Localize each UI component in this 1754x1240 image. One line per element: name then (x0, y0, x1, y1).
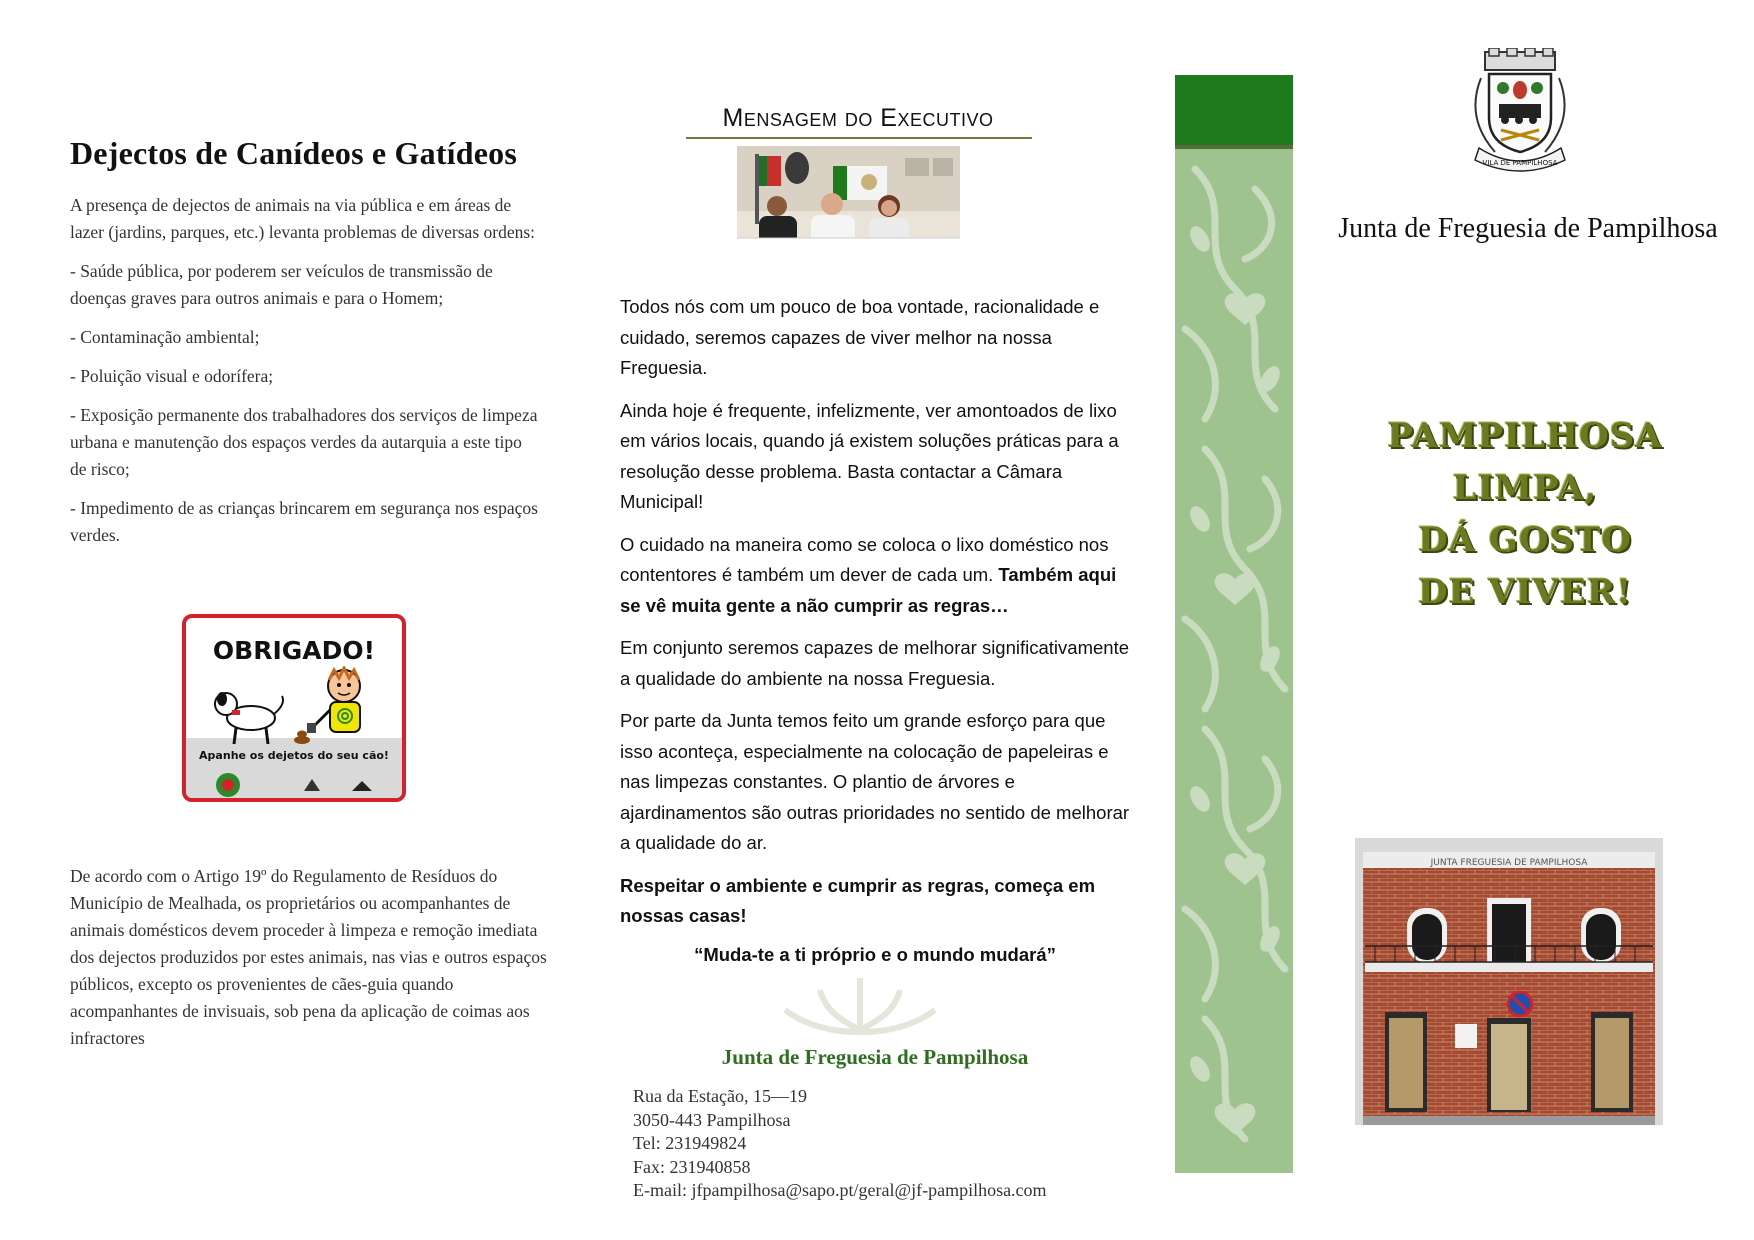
obrigado-sign (182, 614, 406, 802)
left-paragraph: - Poluição visual e odorífera; (70, 366, 274, 386)
motto-quote: “Muda-te a ti próprio e o mundo mudará” (694, 943, 1056, 965)
email-address: E-mail: jfpampilhosa@sapo.pt/geral@jf-pampilhosa.com (633, 1180, 1047, 1200)
left-paragraph: - Saúde pública, por poderem ser veículos de transmissão de doenças graves para outros animais e para o Homem; (70, 261, 493, 308)
title-underline (686, 137, 1032, 139)
left-paragraph: - Impedimento de as crianças brincarem em segurança nos espaços verdes. (70, 498, 538, 545)
slogan-line: DE VIVER! (1418, 572, 1632, 612)
message-paragraph: Ainda hoje é frequente, infelizmente, ver amontoados de lixo em vários locais, quando já existem soluções práticas para a resolução desse problema. Basta contactar a Câmara Municipal! (620, 399, 1119, 512)
slogan-line: LIMPA, (1452, 468, 1598, 508)
slogan-line: DÁ GOSTO (1418, 520, 1632, 560)
address-street: Rua da Estação, 15—19 (633, 1086, 807, 1106)
strip-header-band (1175, 75, 1293, 145)
dog-and-boy-illustration (196, 666, 396, 748)
address-postal: 3050-443 Pampilhosa (633, 1109, 791, 1130)
decorative-green-strip (1175, 75, 1293, 1173)
message-paragraph: Em conjunto seremos capazes de melhorar significativamente a qualidade do ambiente na nossa Freguesia. (620, 637, 1129, 689)
message-text: O cuidado na maneira como se coloca o lixo doméstico nos contentores é também um dever de cada um. (620, 533, 1109, 585)
fax-number: Fax: 231940858 (633, 1156, 751, 1177)
footer-org-name: Junta de Freguesia de Pampilhosa (721, 1045, 1029, 1069)
ornament-flourish-icon (770, 970, 950, 1040)
parish-building-photo (1355, 838, 1663, 1125)
sign-title: OBRIGADO! (212, 636, 376, 665)
left-paragraph: A presença de dejectos de animais na via pública e em áreas de lazer (jardins, parques, etc.) levanta problemas de diversas ordens: (70, 195, 536, 242)
left-paragraph: - Exposição permanente dos trabalhadores dos serviços de limpeza urbana e manutenção dos espaços verdes da autarquia a este tipo de risco; (70, 405, 538, 479)
phone-number: Tel: 231949824 (633, 1133, 747, 1153)
header-org-name: Junta de Freguesia de Pampilhosa (1338, 213, 1718, 244)
regulation-paragraph: De acordo com o Artigo 19º do Regulamento de Resíduos do Município de Mealhada, os proprietários ou acompanhantes de animais domésticos devem proceder à limpeza e remoção imediata dos dejectos produzidos por estes animais, nas vias e outros espaços públicos, excepto os provenientes de cães-guia quando acompanhantes de invisuais, sob pena da aplicação de coimas aos infractores (70, 866, 547, 1048)
message-paragraph (620, 530, 1130, 622)
message-paragraph: Por parte da Junta temos feito um grande esforço para que isso aconteça, especialmente na colocação de papeleiras e nas limpezas constantes. O plantio de árvores e ajardinamentos são outras prioridades no sentido de melhorar a qualidade do ar. (620, 710, 1130, 853)
left-paragraph: - Contaminação ambiental; (70, 327, 260, 347)
floral-pattern-icon (1175, 149, 1293, 1173)
left-panel (70, 135, 540, 561)
coat-of-arms-icon (1455, 48, 1585, 176)
building-sign-text: JUNTA FREGUESIA DE PAMPILHOSA (1430, 858, 1588, 868)
campaign-slogan (1330, 410, 1720, 618)
message-closing: Respeitar o ambiente e cumprir as regras, começa em nossas casas! (620, 874, 1096, 926)
slogan-line: PAMPILHOSA (1387, 416, 1663, 456)
executive-message-title: Mensagem do Executivo (722, 104, 994, 132)
sign-logos (206, 771, 390, 799)
executive-photo (737, 146, 960, 283)
executive-message-body (620, 292, 1130, 966)
message-paragraph: Todos nós com um pouco de boa vontade, racionalidade e cuidado, seremos capazes de viver melhor na nossa Freguesia. (620, 296, 1100, 378)
sign-subtitle: Apanhe os dejetos do seu cão! (199, 749, 389, 762)
message-emphasis: Também aqui se vê muita gente a não cumprir as regras… (620, 564, 1117, 616)
contact-address (633, 1085, 1047, 1203)
crest-label: VILA DE PAMPILHOSA (1482, 159, 1558, 167)
left-title: Dejectos de Canídeos e Gatídeos (70, 135, 518, 171)
